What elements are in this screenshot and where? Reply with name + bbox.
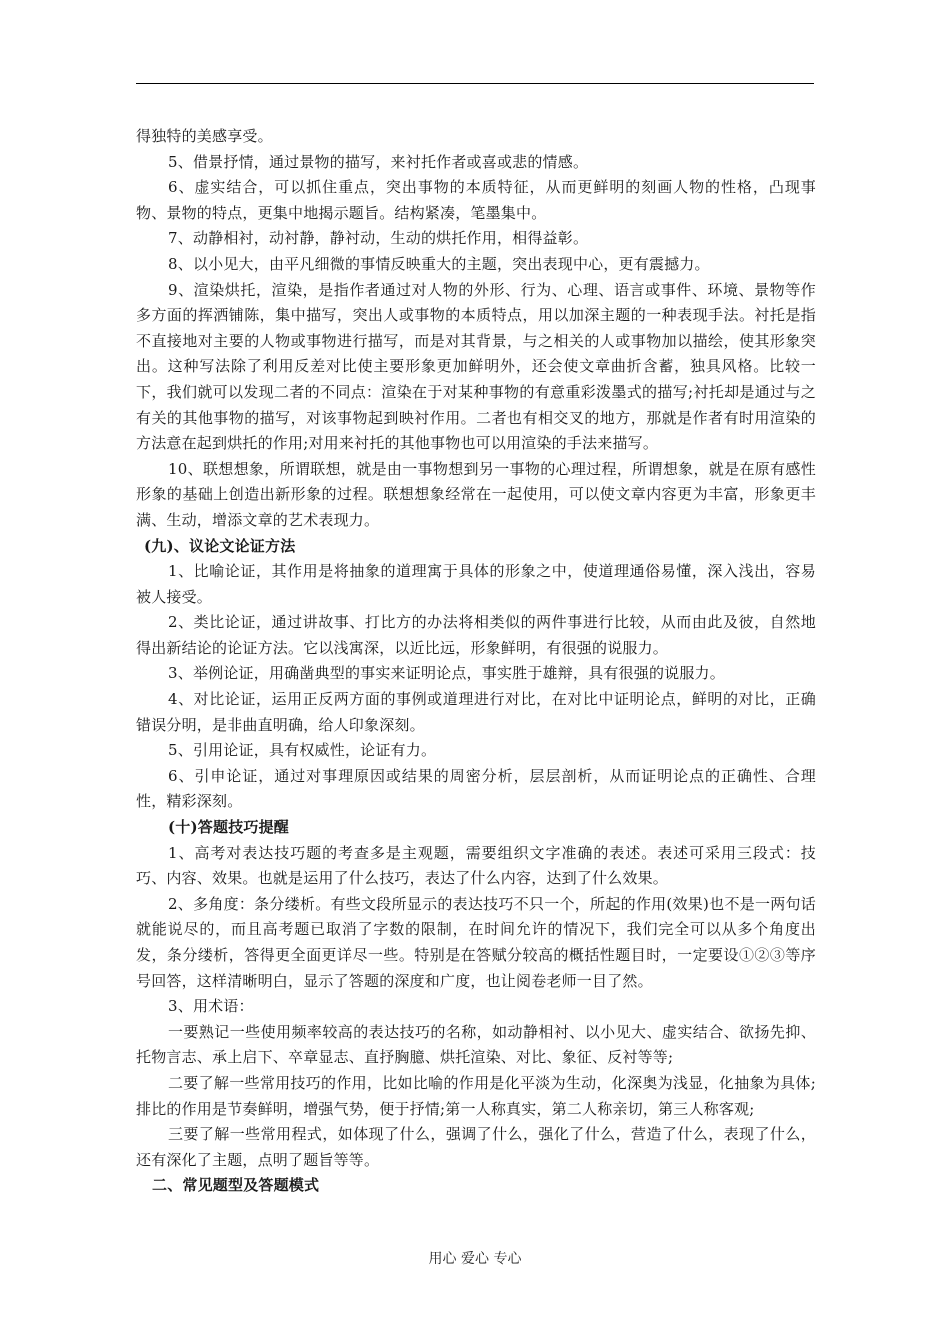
- tip-3: 3、用术语：: [168, 997, 254, 1016]
- paragraph-item-6: 6、虚实结合，可以抓住重点，突出事物的本质特征，从而更鲜明的刻画人物的性格，凸现事物、景物的特点，更集中地揭示题旨。结构紧凑，笔墨集中。: [136, 178, 816, 222]
- argument-method-3: 3、举例论证，用确凿典型的事实来证明论点，事实胜于雄辩，具有很强的说服力。: [168, 664, 725, 683]
- tip-3-part-1: 一要熟记一些使用频率较高的表达技巧的名称，如动静相衬、以小见大、虚实结合、欲扬先抑、托物言志、承上启下、卒章显志、直抒胸臆、烘托渲染、对比、象征、反衬等等;: [136, 1022, 816, 1067]
- paragraph-item-8: 8、以小见大，由平凡细微的事情反映重大的主题，突出表现中心，更有震撼力。: [168, 254, 710, 273]
- document-body: [136, 124, 816, 1199]
- section-title-two: 二、常见题型及答题模式: [152, 1176, 320, 1195]
- paragraph-item-7: 7、动静相衬，动衬静，静衬动，生动的烘托作用，相得益彰。: [168, 229, 589, 248]
- paragraph-item-10: 10、联想想象，所谓联想，就是由一事物想到另一事物的心理过程，所谓想象，就是在原有感性形象的基础上创造出新形象的过程。联想想象经常在一起使用，可以使文章内容更为丰富，形象更丰满、生动，增添文章的艺术表现力。: [136, 459, 816, 529]
- section-heading-ten: (十)答题技巧提醒: [168, 818, 289, 837]
- tip-2: 2、多角度：条分缕析。有些文段所显示的表达技巧不只一个，所起的作用(效果)也不是一两句话就能说尽的，而且高考题已取消了字数的限制，在时间允许的情况下，我们完全可以从多个角度出发，条分缕析，答得更全面更详尽一些。特别是在答赋分较高的概括性题目时，一定要设①②③等序号回答，这样清晰明白，显示了答题的深度和广度，也让阅卷老师一目了然。: [136, 894, 816, 990]
- tip-3-part-3: 三要了解一些常用程式，如体现了什么，强调了什么，强化了什么，营造了什么，表现了什么，还有深化了主题，点明了题旨等等。: [136, 1125, 816, 1169]
- argument-method-6: 6、引申论证，通过对事理原因或结果的周密分析，层层剖析，从而证明论点的正确性、合理性，精彩深刻。: [136, 766, 816, 811]
- section-heading-nine: (九)、议论文论证方法: [144, 536, 296, 555]
- argument-method-5: 5、引用论证，具有权威性，论证有力。: [168, 741, 437, 760]
- header-rule: [136, 83, 814, 84]
- paragraph-continuation: 得独特的美感享受。: [136, 127, 273, 145]
- page-footer: 用心 爱心 专心: [428, 1251, 522, 1267]
- argument-method-4: 4、对比论证，运用正反两方面的事例或道理进行对比，在对比中证明论点，鲜明的对比，正确错误分明，是非曲直明确，给人印象深刻。: [136, 690, 816, 734]
- paragraph-item-5: 5、借景抒情，通过景物的描写，来衬托作者或喜或悲的情感。: [168, 152, 589, 171]
- paragraph-item-9: 9、渲染烘托，渲染，是指作者通过对人物的外形、行为、心理、语言或事件、环境、景物等作多方面的挥洒铺陈，集中描写，突出人或事物的本质特点，用以加深主题的一种表现手法。衬托是指不直接地对主要的人物或事物进行描写，而是对其背景，与之相关的人或事物加以描绘，使其形象突出。这种写法除了利用反差对比使主要形象更加鲜明外，还会使文章曲折含蓄，独具风格。比较一下，我们就可以发现二者的不同点：渲染在于对某种事物的有意重彩泼墨式的描写;衬托却是通过与之有关的其他事物的描写，对该事物起到映衬作用。二者也有相交叉的地方，那就是作者有时用渲染的方法意在起到烘托的作用;对用来衬托的其他事物也可以用渲染的手法来描写。: [136, 280, 816, 453]
- tip-1: 1、高考对表达技巧题的考查多是主观题，需要组织文字准确的表述。表述可采用三段式：技巧、内容、效果。也就是运用了什么技巧，表达了什么内容，达到了什么效果。: [136, 843, 816, 888]
- tip-3-part-2: 二要了解一些常用技巧的作用，比如比喻的作用是化平淡为生动，化深奥为浅显，化抽象为具体;排比的作用是节奏鲜明，增强气势，便于抒情;第一人称真实，第二人称亲切，第三人称客观;: [136, 1073, 816, 1118]
- argument-method-2: 2、类比论证，通过讲故事、打比方的办法将相类似的两件事进行比较，从而由此及彼，自然地得出新结论的论证方法。它以浅寓深，以近比远，形象鲜明，有很强的说服力。: [136, 613, 816, 657]
- argument-method-1: 1、比喻论证，其作用是将抽象的道理寓于具体的形象之中，使道理通俗易懂，深入浅出，容易被人接受。: [136, 562, 816, 606]
